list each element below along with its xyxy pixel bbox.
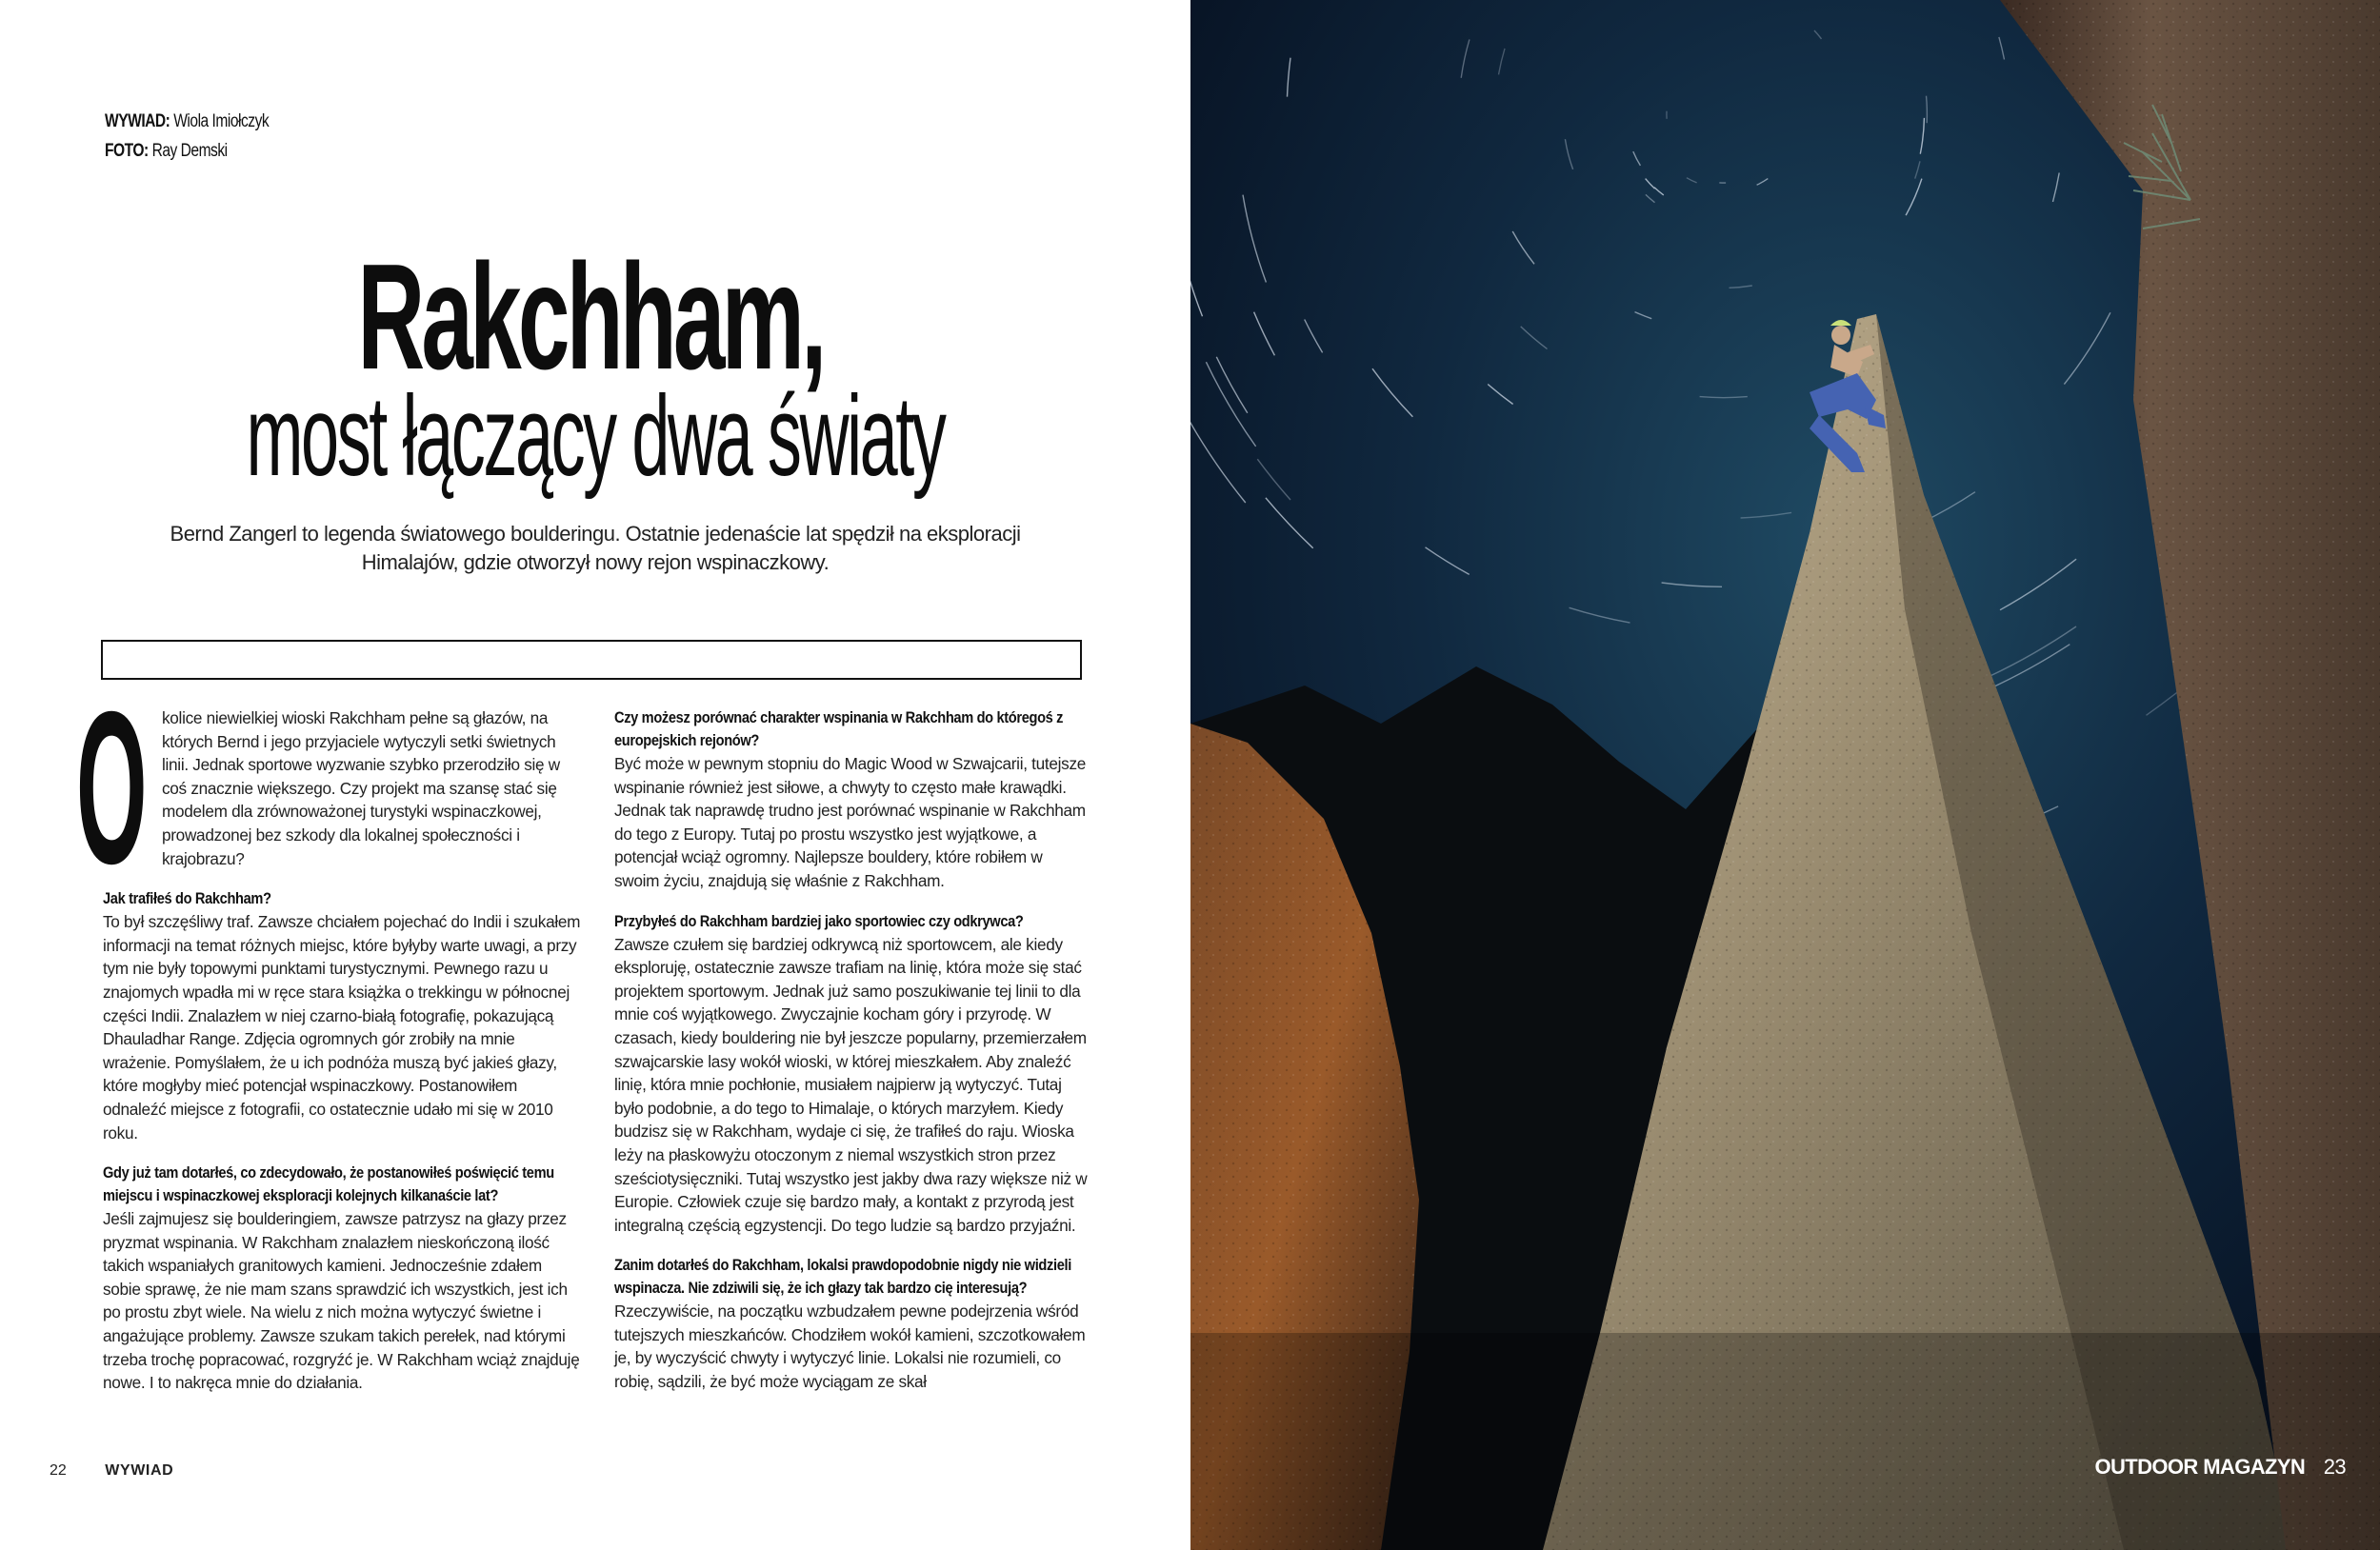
credit-photo-label: FOTO:: [105, 141, 149, 161]
question-5: Zanim dotarłeś do Rakchham, lokalsi prawdopodobnie nigdy nie widzieli wspinacza. Nie zdziwili się, że ich głazy tak bardzo cię interesują?: [614, 1256, 1071, 1298]
title-main: Rakchham,: [357, 233, 824, 401]
answer-3: Być może w pewnym stopniu do Magic Wood w Szwajcarii, tutejsze wspinanie również jest siłowe, a chwyty to często małe krawądki. Jednak tak naprawdę trudno jest porównać wspinanie w Rakchham do tego z Europy. Tutaj po prostu wszystko jest wyjątkowe, a potencjał wciąż ogromny. Najlepsze bouldery, które robiłem w swoim życiu, znajdują się właśnie z Rakchham.: [614, 754, 1087, 890]
answer-4: Zawsze czułem się bardziej odkrywcą niż sportowcem, ale kiedy eksploruję, ostatecznie zawsze trafiam na linię, która może się stać projektem sportowym. Jednak już samo poszukiwanie tej linii to dla mnie coś wyjątkowego. Zwyczajnie kocham góry i przyrodę. W czasach, kiedy bouldering nie był jeszcze popularny, przemierzałem szwajcarskie lasy wokół wioski, w której mieszkałem. Aby znaleźć linię, która mnie pochłonie, musiałem najpierw ją wytyczyć. Tutaj było podobnie, a do tego to Himalaje, o których marzyłem. Kiedy budzisz się w Rakchham, wydaje ci się, że trafiłeś do raju. Wioska leży na płaskowyżu otoczonym z niemal wszystkich stron przez sześciotysięczniki. Tutaj wszystko jest jakby dwa razy większe niż w Europie. Człowiek czuje się bardzo mały, a kontakt z przyrodą jest integralną częścią egzystencji. Do tego ludzie są bardzo przyjaźni.: [614, 934, 1088, 1235]
lead-paragraph: Bernd Zangerl to legenda światowego boulderingu. Ostatnie jedenaście lat spędził na eksploracji Himalajów, gdzie otworzył nowy rejon wspinaczkowy.: [170, 522, 1021, 574]
text-column-left: [103, 706, 583, 1395]
empty-frame-box: [101, 640, 1082, 680]
question-2: Gdy już tam dotarłeś, co zdecydowało, że postanowiłeś poświęcić temu miejscu i wspinaczkowej eksploracji kolejnych kilkanaście lat?: [103, 1163, 554, 1205]
footer-right: [2094, 1455, 2346, 1480]
magazine-name: OUTDOOR MAGAZYN: [2094, 1455, 2306, 1479]
credit-interview: [105, 107, 269, 136]
night-climb-photo: [1190, 0, 2380, 1550]
page-number-right: 23: [2323, 1455, 2346, 1479]
footer-left: [50, 1462, 173, 1480]
credit-photo: [105, 136, 269, 166]
text-column-right: [614, 706, 1090, 1394]
question-4: Przybyłeś do Rakchham bardziej jako sportowiec czy odkrywca?: [614, 911, 1024, 930]
dropcap: O: [76, 667, 148, 909]
photo-page: [1190, 0, 2380, 1550]
question-1: Jak trafiłeś do Rakchham?: [103, 889, 271, 908]
credit-interview-name: Wiola Imiołczyk: [173, 111, 270, 131]
intro-paragraph: kolice niewielkiej wioski Rakchham pełne są głazów, na których Bernd i jego przyjaciele wytyczyli setki świetnych linii. Jednak sportowe wyzwanie szybko przerodziło się w coś znacznie większego. Czy projekt ma szansę stać się modelem dla zrównoważonej turystyki wspinaczkowej, prowadzonej bez szkody dla lokalnej społeczności i krajobrazu?: [162, 708, 560, 868]
credits: [105, 107, 305, 166]
answer-2: Jeśli zajmujesz się boulderingiem, zawsze patrzysz na głazy przez pryzmat wspinania. W Rakchham znalazłem nieskończoną ilość takich wspaniałych granitowych kamieni. Jednocześnie zdałem sobie sprawę, że nie mam szans sprawdzić ich wszystkich, jest ich po prostu zbyt wiele. Na wielu z nich można wytyczyć świetne i angażujące problemy. Zawsze szukam takich perełek, nad którymi trzeba trochę popracować, rozgryźć je. W Rakchham wciąż znajduję nowe. I to nakręca mnie do działania.: [103, 1209, 580, 1393]
answer-1: To był szczęśliwy traf. Zawsze chciałem pojechać do Indii i szukałem informacji na temat różnych miejsc, które byłyby warte uwagi, a przy tym nie były topowymi punktami turystycznymi. Pewnego razu u znajomych wpadła mi w ręce stara książka o trekkingu w północnej części Indii. Znalazłem w niej czarno-białą fotografię, pokazującą Dhauladhar Range. Zdjęcia ogromnych gór zrobiły na mnie wrażenie. Pomyślałem, że u ich podnóża muszą być jakieś głazy, które mogłyby mieć potencjał wspinaczkowy. Postanowiłem odnaleźć miejsce z fotografii, co ostatecznie udało mi się w 2010 roku.: [103, 912, 581, 1143]
answer-5: Rzeczywiście, na początku wzbudzałem pewne podejrzenia wśród tutejszych mieszkańców. Chodziłem wokół kamieni, szczotkowałem je, by wyczyścić chwyty i wytyczyć linie. Lokalsi nie rozumieli, co robię, sądzili, że być może wyciągam ze skał: [614, 1302, 1086, 1392]
section-label: WYWIAD: [105, 1462, 174, 1479]
article-title: [0, 233, 1190, 500]
credit-photo-name: Ray Demski: [151, 141, 228, 161]
title-sub: most łączący dwa światy: [246, 372, 945, 500]
credit-interview-label: WYWIAD:: [105, 111, 170, 131]
page-number-left: 22: [50, 1462, 67, 1479]
question-3: Czy możesz porównać charakter wspinania w Rakchham do któregoś z europejskich rejonów?: [614, 708, 1064, 749]
